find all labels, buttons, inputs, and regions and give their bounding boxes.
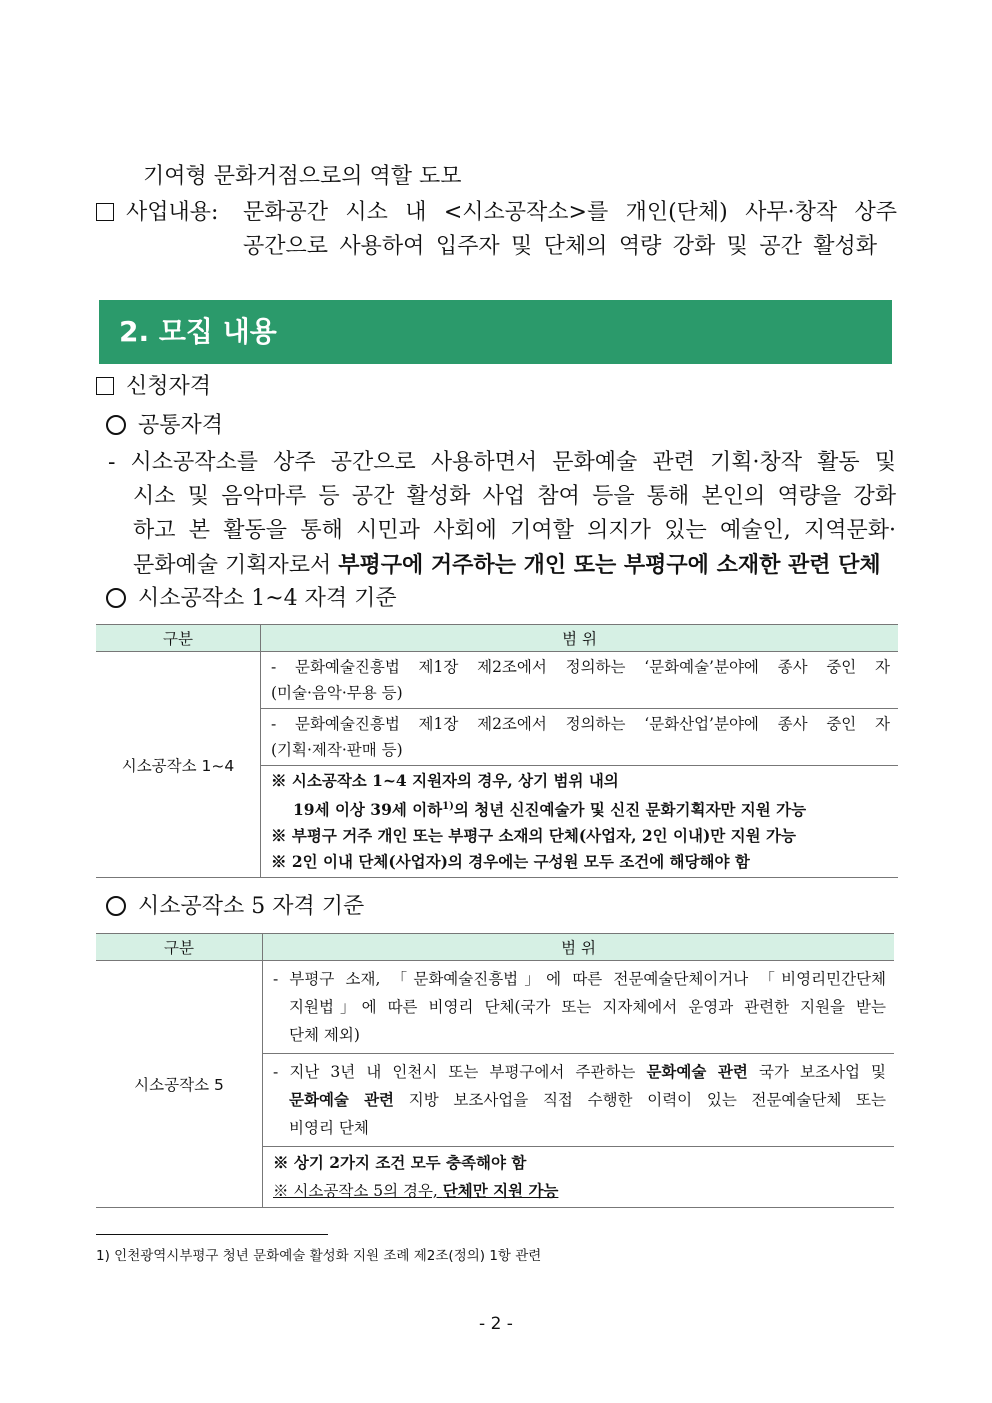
table2-note1: ※ 상기 2가지 조건 모두 충족해야 함 <box>273 1153 527 1172</box>
table2-row2-line3: 비영리 단체 <box>289 1119 369 1137</box>
table2-heading-text: 시소공작소 5 자격 기준 <box>138 894 365 919</box>
table2-row1-line1: - 부평구 소재, 「문화예술진흥법」에 따른 전문예술단체이거나 「비영리민간단체 <box>273 970 886 988</box>
table2-row2-line1a: - 지난 3년 내 인천시 또는 부평구에서 주관하는 <box>273 1063 647 1081</box>
common-line-4-plain: 문화예술 기획자로서 <box>133 553 339 578</box>
table2-row2-line1b: 문화예술 관련 <box>646 1062 748 1081</box>
table1-heading-text: 시소공작소 1~4 자격 기준 <box>138 586 397 611</box>
footnote: 1) 인천광역시부평구 청년 문화예술 활성화 지원 조례 제2조(정의) 1항 관련 <box>96 1248 542 1264</box>
table1-row2-line1: - 문화예술진흥법 제1장 제2조에서 정의하는 ‘문화산업’분야에 종사 중인 자 <box>271 715 890 733</box>
table2-row2-line1c: 국가 보조사업 및 <box>747 1063 886 1081</box>
table2-row2-line1 <box>273 1058 886 1086</box>
footnote-ref: 1) <box>442 801 454 812</box>
business-content-line <box>96 198 218 228</box>
common-line-2: 시소 및 음악마루 등 공간 활성화 사업 참여 등을 통해 본인의 역량을 강화 <box>133 484 896 509</box>
criteria-table-2 <box>96 933 894 1208</box>
table1-heading <box>106 584 397 614</box>
table1-note1-age: 19세 이상 39세 이하 <box>293 800 443 820</box>
table1-note1-rest: 의 청년 신진예술가 및 신진 문화기획자만 지원 가능 <box>453 800 807 820</box>
table2-row2-line2b: 지방 보조사업을 직접 수행한 이력이 있는 전문예술단체 또는 <box>394 1091 886 1109</box>
circle-bullet-icon <box>106 896 126 916</box>
table2-row1 <box>263 961 895 1054</box>
page-number: - 2 - <box>479 1314 513 1334</box>
table2-note2 <box>273 1177 886 1205</box>
business-text-line2: 공간으로 사용하여 입주자 및 단체의 역량 강화 및 공간 활성화 <box>243 234 877 259</box>
table1-row2 <box>261 709 899 766</box>
common-line-4-bold: 부평구에 거주하는 개인 또는 부평구에 소재한 관련 단체 <box>338 552 881 578</box>
table1-note1-line2 <box>271 794 890 823</box>
section-title-banner: 2. 모집 내용 <box>99 300 892 364</box>
circle-bullet-icon <box>106 415 126 435</box>
table2-row1-line2: 지원법」에 따른 비영리 단체(국가 또는 지자체에서 운영과 관련한 지원을 받는 <box>289 998 886 1016</box>
table2-note2b: 단체만 지원 가능 <box>442 1181 559 1200</box>
checkbox-square-icon <box>96 377 114 395</box>
table2-note2a: ※ 시소공작소 5의 경우, <box>273 1182 443 1200</box>
table1-col-category: 구분 <box>96 625 261 652</box>
table2-row2-line2a: 문화예술 관련 <box>289 1090 395 1109</box>
common-line-4 <box>133 550 881 581</box>
table2-category-cell: 시소공작소 5 <box>96 961 263 1208</box>
criteria-table-1 <box>96 624 898 878</box>
table1-row1-line2: (미술·음악·무용 등) <box>271 684 403 702</box>
table2-heading <box>106 892 364 922</box>
circle-bullet-icon <box>106 588 126 608</box>
table1-notes <box>261 766 899 878</box>
common-heading-text: 공통자격 <box>138 413 224 438</box>
table1-row2-line2: (기획·제작·판매 등) <box>271 741 403 759</box>
common-line-1: - 시소공작소를 상주 공간으로 사용하면서 문화예술 관련 기획·창작 활동 및 <box>108 450 896 475</box>
intro-line: 기여형 문화거점으로의 역할 도모 <box>143 164 462 189</box>
common-qualification-heading <box>106 411 223 441</box>
common-line-3: 하고 본 활동을 통해 시민과 사회에 기여할 의지가 있는 예술인, 지역문화· <box>133 518 896 543</box>
table1-col-scope: 범 위 <box>261 625 899 652</box>
table1-category-cell: 시소공작소 1~4 <box>96 652 261 878</box>
checkbox-square-icon <box>96 203 114 221</box>
table1-note3: ※ 2인 이내 단체(사업자)의 경우에는 구성원 모두 조건에 해당해야 함 <box>271 852 750 872</box>
footnote-divider <box>96 1234 328 1235</box>
business-label: 사업내용: <box>126 200 219 225</box>
business-text-line1: 문화공간 시소 내 <시소공작소>를 개인(단체) 사무·창작 상주 <box>243 200 897 225</box>
table2-row2-line2 <box>273 1086 886 1114</box>
eligibility-heading <box>96 372 211 402</box>
table1-note2: ※ 부평구 거주 개인 또는 부평구 소재의 단체(사업자, 2인 이내)만 지원 가능 <box>271 826 796 846</box>
table1-row1 <box>261 652 899 709</box>
table2-row2 <box>263 1054 895 1147</box>
table2-notes <box>263 1147 895 1208</box>
table2-row1-line3: 단체 제외) <box>289 1026 360 1044</box>
table2-col-scope: 범 위 <box>263 934 895 961</box>
table2-col-category: 구분 <box>96 934 263 961</box>
eligibility-heading-text: 신청자격 <box>126 374 212 399</box>
table1-note1-line1: ※ 시소공작소 1~4 지원자의 경우, 상기 범위 내의 <box>271 771 619 790</box>
table1-row1-line1: - 문화예술진흥법 제1장 제2조에서 정의하는 ‘문화예술’분야에 종사 중인 자 <box>271 658 890 676</box>
